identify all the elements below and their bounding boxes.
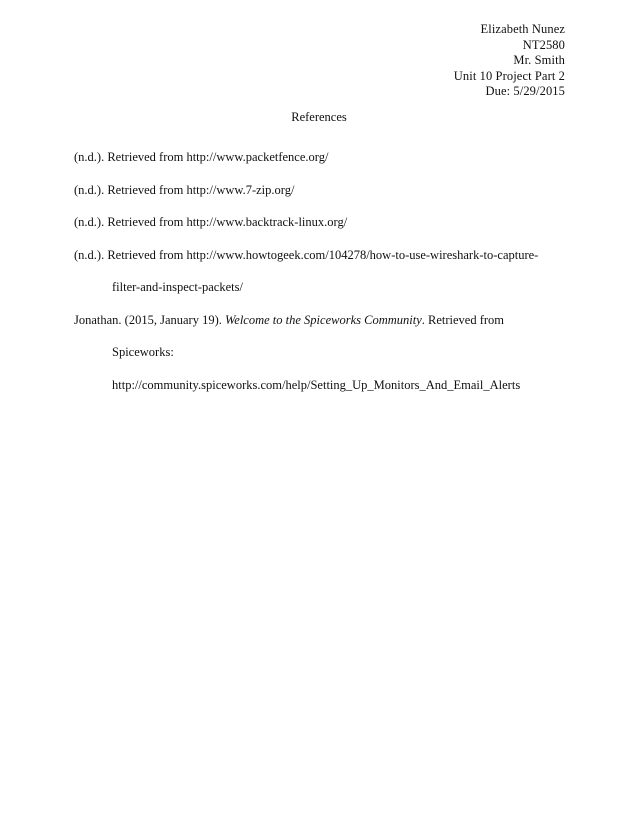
reference-work-title: Welcome to the Spiceworks Community — [225, 312, 422, 327]
reference-text: (n.d.). Retrieved from http://www.7-zip.org/ — [74, 182, 295, 197]
course-code: NT2580 — [522, 37, 565, 52]
due-date: Due: 5/29/2015 — [485, 84, 565, 98]
assignment-name: Unit 10 Project Part 2 — [453, 68, 565, 83]
instructor-name: Mr. Smith — [513, 53, 565, 67]
reference-text: (n.d.). Retrieved from http://www.howtogeek.com/104278/how-to-use-wireshark-to-capture- — [74, 247, 539, 262]
references-list — [74, 150, 574, 410]
reference-text: (n.d.). Retrieved from http://www.packetfence.org/ — [74, 150, 329, 164]
reference-entry-5 — [74, 313, 574, 411]
reference-entry-3 — [74, 215, 574, 248]
author-name: Elizabeth Nunez — [480, 22, 565, 36]
reference-author-date: Jonathan. (2015, January 19). — [74, 312, 226, 327]
reference-continuation: filter-and-inspect-packets/ — [112, 280, 243, 294]
reference-text: (n.d.). Retrieved from http://www.backtrack-linux.org/ — [74, 215, 348, 229]
reference-continuation: Spiceworks: — [112, 345, 174, 359]
references-title: References — [291, 110, 347, 124]
reference-first-line — [74, 313, 574, 346]
reference-url: http://community.spiceworks.com/help/Setting_Up_Monitors_And_Email_Alerts — [112, 377, 521, 392]
reference-entry-1 — [74, 150, 574, 183]
reference-entry-2 — [74, 183, 574, 216]
references-title-row — [0, 110, 638, 125]
header-block — [454, 22, 565, 100]
reference-entry-4 — [74, 248, 574, 313]
reference-retrieved: . Retrieved from — [421, 312, 505, 327]
